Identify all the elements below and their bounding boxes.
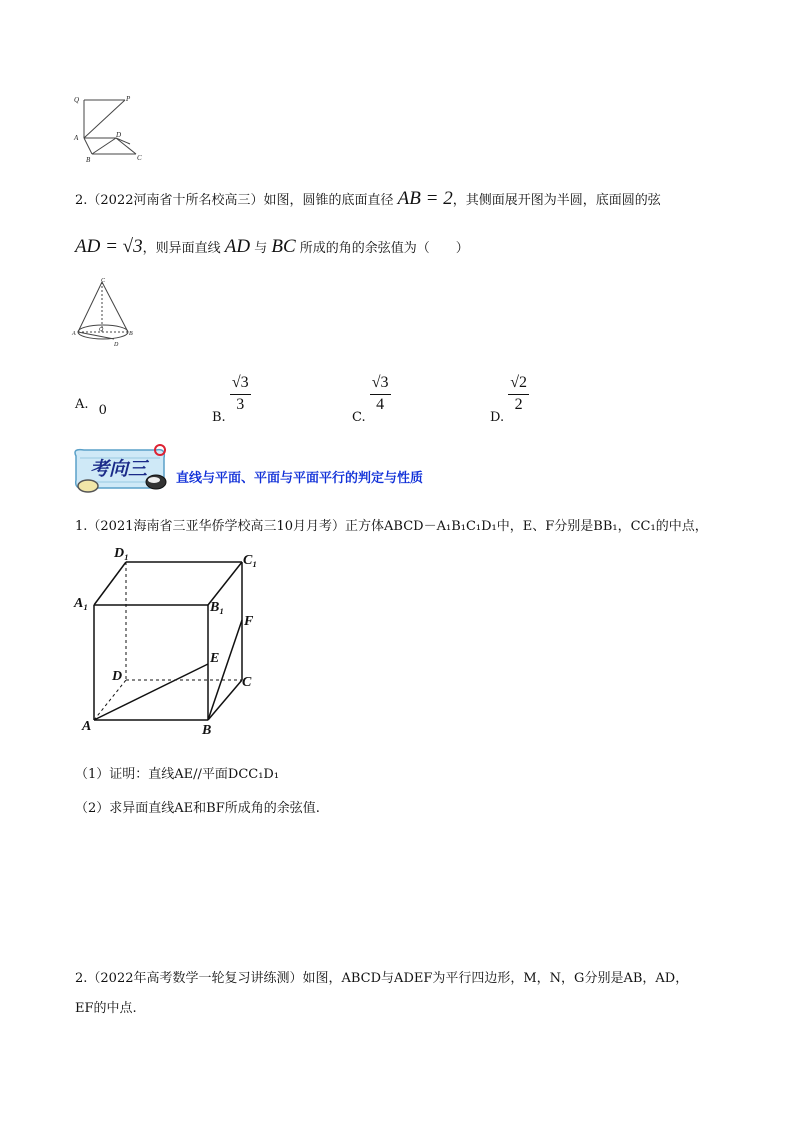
option-fraction: $\frac{√3}{4}$ — [371, 374, 389, 413]
label-d1: D₁ — [114, 546, 129, 561]
label-o: O — [99, 327, 104, 333]
math-ad: AD — [224, 236, 251, 257]
label-e: E — [210, 651, 220, 666]
equation-ad: AD = √3 — [75, 236, 143, 257]
figure-geometry-qpabcd — [70, 92, 150, 164]
label-c: C — [137, 154, 142, 162]
question-text: ，其侧面展开图为半圆，底面圆的弦 — [452, 193, 661, 208]
label-a: A — [74, 134, 79, 142]
label-p: P — [126, 95, 131, 103]
option-label: B. — [212, 410, 226, 425]
option-d[interactable] — [490, 372, 529, 425]
option-fraction: $\frac{√3}{3}$ — [231, 374, 249, 413]
label-a: A — [72, 331, 76, 337]
problem-1-part-2: （2）求异面直线AE和BF所成角的余弦值. — [75, 801, 320, 816]
problem-2-line2: EF的中点. — [75, 1001, 137, 1016]
question-text: 所成的角的余弦值为（ ） — [299, 241, 469, 256]
label-d: D — [116, 131, 122, 139]
question-2-line2 — [75, 238, 469, 258]
option-label: C. — [352, 410, 366, 425]
figure-cube — [68, 540, 268, 740]
equation-ab: AB = 2 — [397, 188, 453, 209]
label-b: B — [129, 331, 133, 337]
option-a[interactable] — [75, 396, 107, 418]
option-label: A. — [75, 397, 89, 412]
section-badge-text: 考向三 — [90, 459, 148, 480]
label-c: C — [242, 675, 252, 690]
label-a: A — [82, 719, 92, 734]
problem-1-text — [75, 518, 708, 536]
question-text: 如图，圆锥的底面直径 — [263, 193, 394, 208]
label-b1: B₁ — [210, 600, 225, 615]
question-text: 与 — [254, 241, 268, 256]
option-fraction: $\frac{√2}{2}$ — [510, 374, 528, 413]
problem-1-part-1: （1）证明：直线AE//平面DCC₁D₁ — [75, 767, 280, 782]
math-bc: BC — [271, 236, 296, 257]
problem-source: （2022年高考数学一轮复习讲练测） — [87, 971, 303, 986]
option-c[interactable] — [352, 372, 391, 425]
label-c1: C₁ — [243, 553, 258, 568]
question-2-line1 — [75, 190, 661, 210]
label-d: D — [114, 342, 119, 348]
option-value: 0 — [98, 403, 107, 418]
question-source: （2022河南省十所名校高三） — [87, 193, 264, 208]
problem-number: 1. — [75, 519, 88, 534]
problem-text: 如图，ABCD与ADEF为平行四边形，M，N，G分别是AB，AD， — [302, 971, 689, 986]
problem-source: （2021海南省三亚华侨学校高三10月月考） — [87, 519, 346, 534]
option-b[interactable] — [212, 372, 251, 425]
label-f: F — [244, 614, 254, 629]
option-label: D. — [490, 410, 505, 425]
section-title: 直线与平面、平面与平面平行的判定与性质 — [176, 471, 424, 486]
problem-2-line1 — [75, 970, 688, 988]
figure-cone — [70, 276, 140, 348]
label-a1: A₁ — [74, 596, 89, 611]
problem-text: 正方体ABCD－A₁B₁C₁D₁中，E、F分别是BB₁，CC₁的中点， — [345, 519, 708, 534]
label-b: B — [86, 156, 91, 164]
question-text: ，则异面直线 — [142, 241, 221, 256]
question-number: 2. — [75, 193, 88, 208]
label-d: D — [112, 669, 123, 684]
label-q: Q — [74, 96, 80, 104]
section-badge — [68, 442, 174, 496]
problem-number: 2. — [75, 971, 88, 986]
label-c: C — [101, 278, 106, 284]
label-b: B — [202, 723, 212, 738]
